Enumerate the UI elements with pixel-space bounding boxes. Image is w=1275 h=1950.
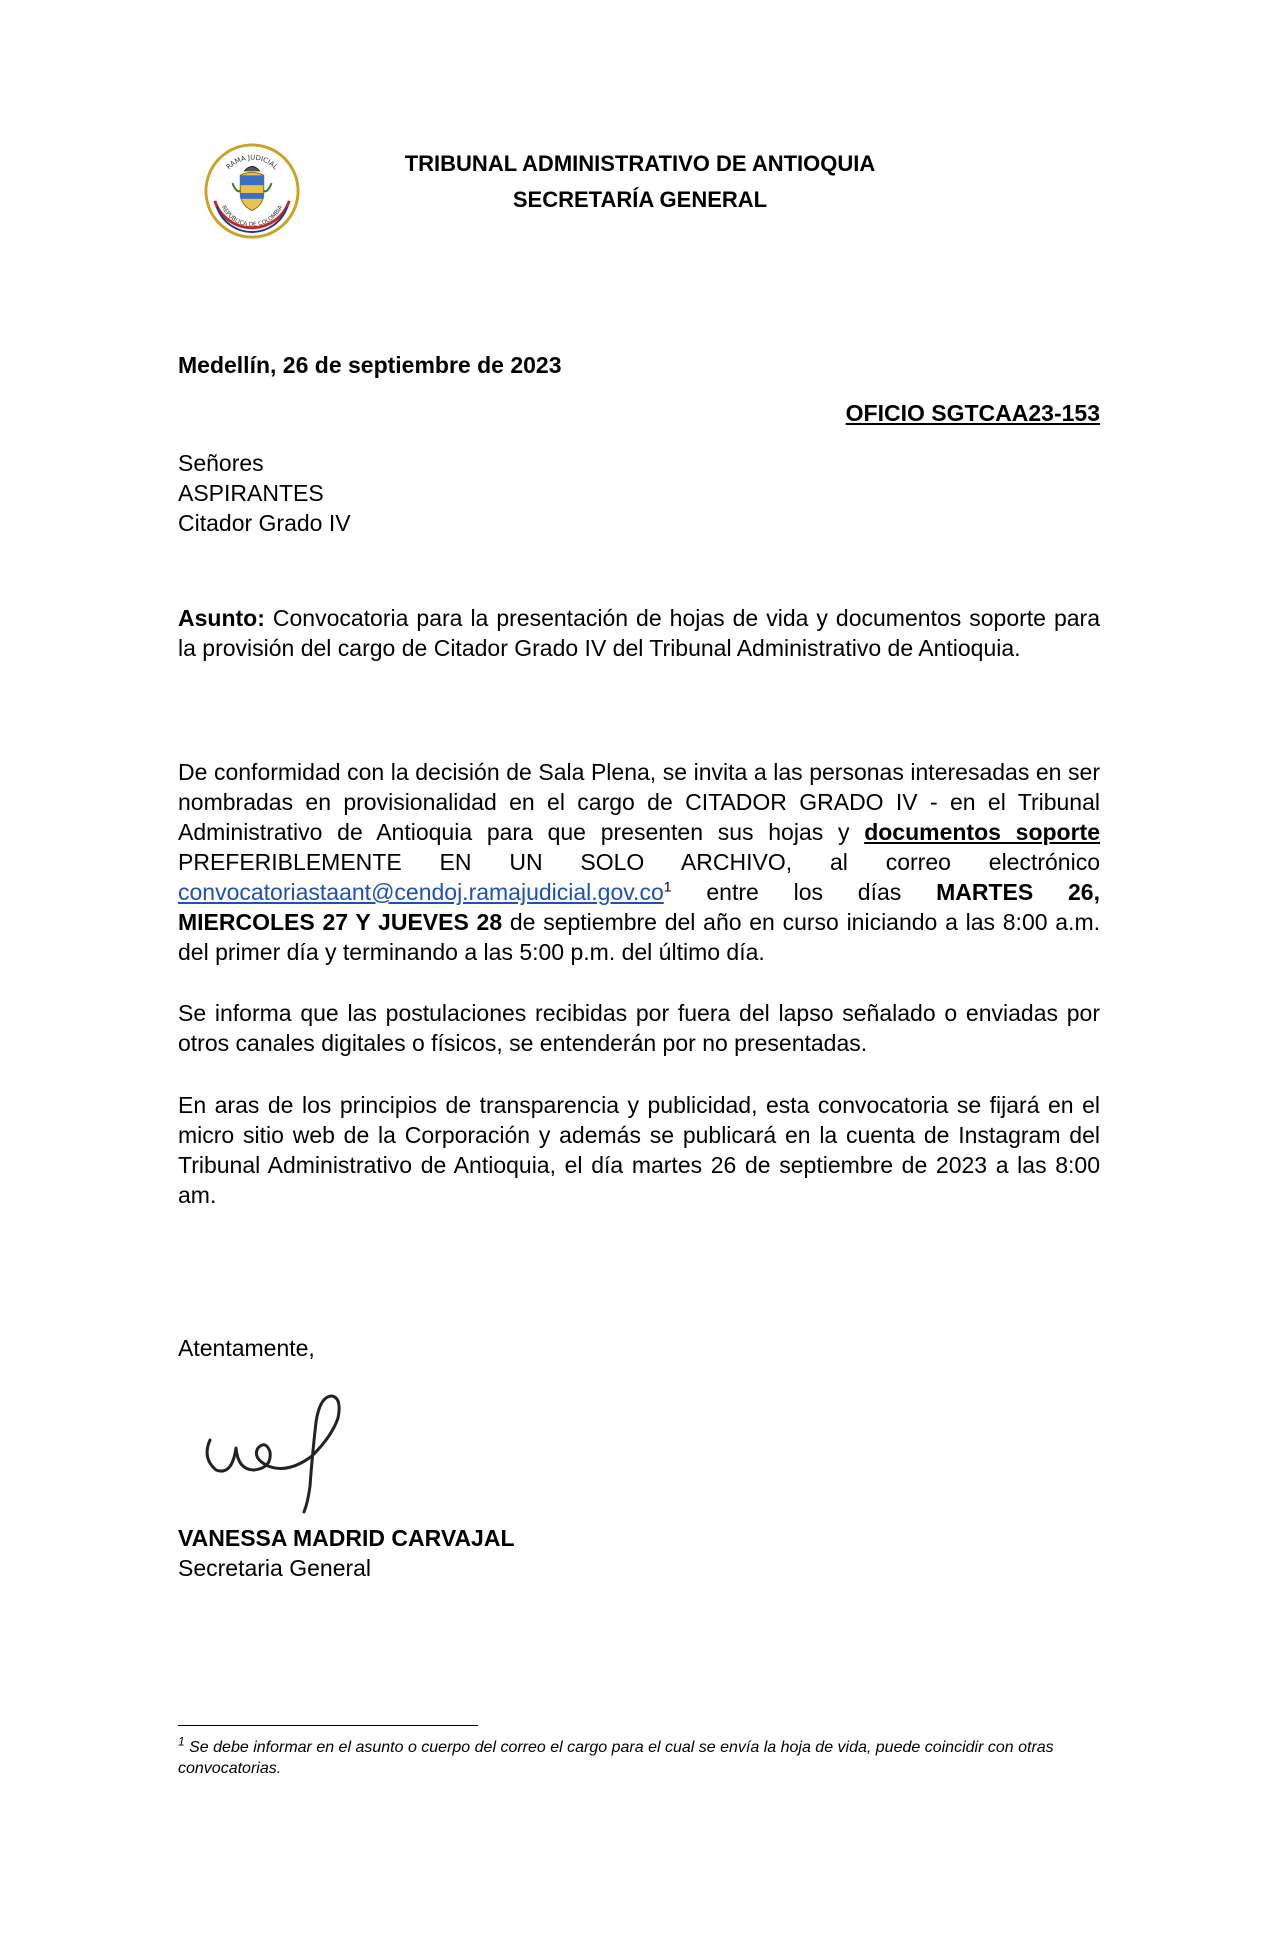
footnote-divider [178,1725,478,1726]
p1-days: MARTES 26, MIERCOLES 27 Y JUEVES 28 [178,879,1100,935]
signer-name: VANESSA MADRID CARVAJAL [178,1525,515,1551]
footnote [178,1734,1100,1779]
p1-text-b: PREFERIBLEMENTE EN UN SOLO ARCHIVO, al correo electrónico [178,849,1100,875]
letterhead-institution: TRIBUNAL ADMINISTRATIVO DE ANTIOQUIA [404,151,876,176]
svg-text:REPÚBLICA DE COLOMBIA: REPÚBLICA DE COLOMBIA [219,204,285,229]
recipient-group: ASPIRANTES [178,480,324,506]
body-paragraph-2: Se informa que las postulaciones recibidas por fuera del lapso señalado o enviadas por otros canales digitales o físicos, se entenderán por no presentadas. [178,1000,1100,1056]
p1-text-c: entre los días [671,879,937,905]
rama-judicial-seal-icon [203,142,301,240]
footnote-text: Se debe informar en el asunto o cuerpo del correo el cargo para el cual se envía la hoja de vida, puede coincidir con otras convocatorias. [178,1739,1054,1777]
signature-block [178,1523,1100,1583]
letterhead-office: SECRETARÍA GENERAL [512,187,768,212]
oficio-number: OFICIO SGTCAA23-153 [845,400,1100,426]
letter-date: Medellín, 26 de septiembre de 2023 [178,352,562,378]
footnote-reference: 1 [663,878,672,895]
email-link[interactable]: convocatoriastaant@cendoj.ramajudicial.gov.co [178,879,664,905]
svg-text:RAMA JUDICIAL: RAMA JUDICIAL [224,153,280,172]
signer-title: Secretaria General [178,1555,372,1581]
body-paragraph-3: En aras de los principios de transparencia y publicidad, esta convocatoria se fijará en el micro sitio web de la Corporación y además se publicará en la cuenta de Instagram del Tribunal Administrativo de Antioquia, el día martes 26 de septiembre de 2023 a las 8:00 am. [178,1092,1100,1208]
p1-text-d: de septiembre del año en curso iniciando a las 8:00 a.m. del primer día y terminando a las 5:00 p.m. del último día. [178,909,1100,965]
letterhead [290,146,990,218]
closing: Atentamente, [178,1335,315,1361]
body-paragraph-1 [178,757,1100,967]
handwritten-signature-icon [192,1378,392,1518]
p1-emphasis: documentos soporte [864,819,1101,845]
recipient-position: Citador Grado IV [178,510,351,536]
subject-paragraph [178,603,1100,663]
subject-text: Convocatoria para la presentación de hojas de vida y documentos soporte para la provisión del cargo de Citador Grado IV del Tribunal Administrativo de Antioquia. [178,605,1100,661]
footnote-mark: 1 [178,1734,185,1749]
recipient-salutation: Señores [178,450,264,476]
recipients [178,448,1100,538]
p1-text-a: De conformidad con la decisión de Sala Plena, se invita a las personas interesadas en ser nombradas en provisionalidad en el cargo de CITADOR GRADO IV - en el Tribunal Administrativo de Antioquia para que presenten sus hojas y [178,759,1100,845]
subject-label: Asunto: [178,605,265,631]
